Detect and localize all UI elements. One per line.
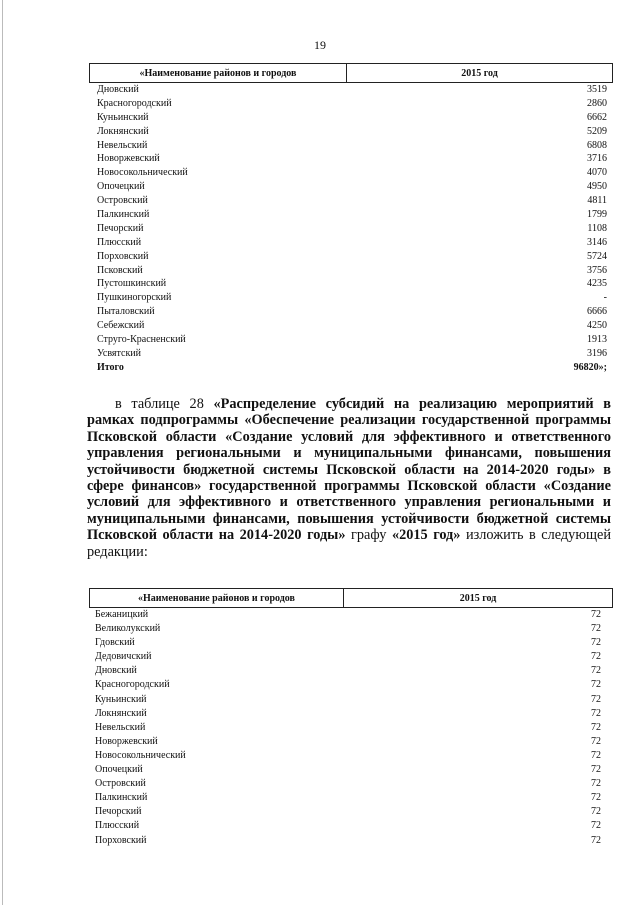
district-value: 72 bbox=[591, 806, 601, 818]
district-name: Новоржевский bbox=[97, 153, 160, 165]
table-row bbox=[89, 805, 613, 819]
district-name: Пыталовский bbox=[97, 306, 155, 318]
table-row bbox=[89, 125, 613, 139]
total-row bbox=[89, 361, 613, 375]
district-value: 72 bbox=[591, 778, 601, 790]
table-row bbox=[89, 166, 613, 180]
district-value: 2860 bbox=[587, 97, 607, 109]
district-value: 72 bbox=[591, 749, 601, 761]
table-row bbox=[89, 208, 613, 222]
district-name: Дновский bbox=[97, 84, 139, 95]
district-name: Печорский bbox=[95, 806, 142, 818]
district-name: Плюсский bbox=[95, 820, 140, 832]
district-name: Плюсский bbox=[97, 236, 142, 248]
table-row bbox=[89, 650, 613, 664]
district-value: 72 bbox=[591, 707, 601, 719]
district-name: Себежский bbox=[97, 320, 145, 332]
district-value: 72 bbox=[591, 721, 601, 733]
district-value: 6662 bbox=[587, 111, 607, 123]
district-value: 3756 bbox=[587, 264, 607, 276]
page-number: 19 bbox=[314, 38, 326, 52]
district-name: Опочецкий bbox=[97, 181, 145, 193]
table-row bbox=[89, 608, 613, 622]
table-row bbox=[89, 264, 613, 278]
district-name: Бежаницкий bbox=[95, 609, 149, 620]
table-row bbox=[89, 693, 613, 707]
district-value: 72 bbox=[591, 693, 601, 705]
total-label: Итого bbox=[97, 361, 124, 373]
table-header bbox=[89, 588, 613, 608]
district-name: Куньинский bbox=[95, 693, 147, 705]
table-row bbox=[89, 777, 613, 791]
districts-table-2 bbox=[89, 588, 613, 848]
district-name: Струго-Красненский bbox=[97, 334, 186, 346]
district-value: 4950 bbox=[587, 181, 607, 193]
district-value: 72 bbox=[591, 651, 601, 663]
paragraph-tail: изложить в следующей редакции: bbox=[87, 527, 612, 560]
district-value: 6808 bbox=[587, 139, 607, 151]
table-row bbox=[89, 222, 613, 236]
district-name: Новоржевский bbox=[95, 735, 158, 747]
table-row bbox=[89, 636, 613, 650]
paragraph-table-title: «Распределение субсидий на реализацию мероприятий в рамках подпрограммы «Обеспечение реализации государственной программы Псковской области «Создание условий для эффективного и ответственного управления региональными и муниципальными финансами, повышения устойчивости бюджетной системы Псковской области на 2014-2020 годы» в сфере финансов» государственной программы Псковской области «Создание условий для эффективного и ответственного управления региональными и муниципальными финансами, повышения устойчивости бюджетной системы Псковской области на 2014-2020 годы» bbox=[87, 396, 611, 544]
table-row bbox=[89, 152, 613, 166]
district-value: 4070 bbox=[587, 167, 607, 179]
district-name: Усвятский bbox=[97, 347, 141, 359]
district-name: Палкинский bbox=[95, 792, 148, 804]
district-name: Печорский bbox=[97, 222, 144, 234]
district-name: Островский bbox=[95, 778, 146, 790]
district-value: 6666 bbox=[587, 306, 607, 318]
district-value: 72 bbox=[591, 792, 601, 804]
district-value: 3146 bbox=[587, 236, 607, 248]
scan-margin-line bbox=[2, 0, 3, 905]
district-value: 72 bbox=[591, 665, 601, 677]
district-value: 3519 bbox=[587, 84, 607, 95]
district-value: 72 bbox=[591, 679, 601, 691]
district-name: Локнянский bbox=[95, 707, 147, 719]
district-name: Гдовский bbox=[95, 637, 135, 649]
table-row bbox=[89, 819, 613, 833]
district-name: Порховский bbox=[95, 834, 147, 846]
district-value: 3716 bbox=[587, 153, 607, 165]
district-name: Дедовичский bbox=[95, 651, 152, 663]
table-header bbox=[89, 63, 613, 83]
total-value: 96820»; bbox=[573, 361, 607, 373]
district-value: 1108 bbox=[587, 222, 607, 234]
district-name: Новосокольнический bbox=[95, 749, 186, 761]
district-value: 1799 bbox=[587, 209, 607, 221]
district-name: Новосокольнический bbox=[97, 167, 188, 179]
district-name: Палкинский bbox=[97, 209, 150, 221]
district-value: 3196 bbox=[587, 347, 607, 359]
header-district-name: «Наименование районов и городов bbox=[90, 589, 344, 607]
table-row bbox=[89, 791, 613, 805]
table-row bbox=[89, 707, 613, 721]
table-row bbox=[89, 97, 613, 111]
district-name: Красногородский bbox=[95, 679, 170, 691]
district-name: Локнянский bbox=[97, 125, 149, 137]
paragraph-column-name: «2015 год» bbox=[391, 527, 461, 544]
district-value: - bbox=[603, 292, 607, 304]
district-name: Невельский bbox=[95, 721, 146, 733]
district-value: 72 bbox=[591, 735, 601, 747]
table-row bbox=[89, 678, 613, 692]
district-value: 1913 bbox=[587, 334, 607, 346]
paragraph-mid: графу bbox=[345, 527, 392, 544]
district-value: 4235 bbox=[587, 278, 607, 290]
table-row bbox=[89, 291, 613, 305]
amendment-paragraph bbox=[87, 396, 611, 560]
paragraph-text bbox=[87, 396, 611, 560]
district-value: 72 bbox=[591, 623, 601, 635]
district-name: Великолукский bbox=[95, 623, 161, 635]
district-name: Псковский bbox=[97, 264, 143, 276]
header-year: 2015 год bbox=[459, 592, 497, 604]
table-row bbox=[89, 139, 613, 153]
table-body bbox=[89, 608, 613, 848]
district-value: 4250 bbox=[587, 320, 607, 332]
table-row bbox=[89, 721, 613, 735]
district-name: Порховский bbox=[97, 250, 149, 262]
district-value: 72 bbox=[591, 820, 601, 832]
table-row bbox=[89, 250, 613, 264]
district-name: Пушкиногорский bbox=[97, 292, 172, 304]
table-row bbox=[89, 194, 613, 208]
district-name: Дновский bbox=[95, 665, 137, 677]
paragraph-lead: в таблице 28 bbox=[115, 396, 214, 412]
table-row bbox=[89, 622, 613, 636]
table-row bbox=[89, 277, 613, 291]
district-name: Опочецкий bbox=[95, 764, 143, 776]
table-row bbox=[89, 834, 613, 848]
table-row bbox=[89, 763, 613, 777]
header-district-name: «Наименование районов и городов bbox=[90, 64, 347, 82]
district-value: 5209 bbox=[587, 125, 607, 137]
table-row bbox=[89, 735, 613, 749]
district-name: Пустошкинский bbox=[97, 278, 167, 290]
table-row bbox=[89, 347, 613, 361]
districts-table-1 bbox=[89, 63, 613, 375]
table-row bbox=[89, 333, 613, 347]
table-row bbox=[89, 236, 613, 250]
district-name: Невельский bbox=[97, 139, 148, 151]
district-value: 5724 bbox=[587, 250, 607, 262]
district-value: 72 bbox=[591, 764, 601, 776]
district-value: 72 bbox=[591, 609, 601, 620]
table-row bbox=[89, 319, 613, 333]
district-value: 4811 bbox=[587, 195, 607, 207]
district-name: Островский bbox=[97, 195, 148, 207]
district-value: 72 bbox=[591, 834, 601, 846]
table-body bbox=[89, 83, 613, 375]
table-row bbox=[89, 180, 613, 194]
table-row bbox=[89, 83, 613, 97]
district-name: Куньинский bbox=[97, 111, 149, 123]
district-value: 72 bbox=[591, 637, 601, 649]
header-year: 2015 год bbox=[461, 67, 498, 79]
table-row bbox=[89, 749, 613, 763]
district-name: Красногородский bbox=[97, 97, 172, 109]
table-row bbox=[89, 305, 613, 319]
table-row bbox=[89, 664, 613, 678]
table-row bbox=[89, 111, 613, 125]
